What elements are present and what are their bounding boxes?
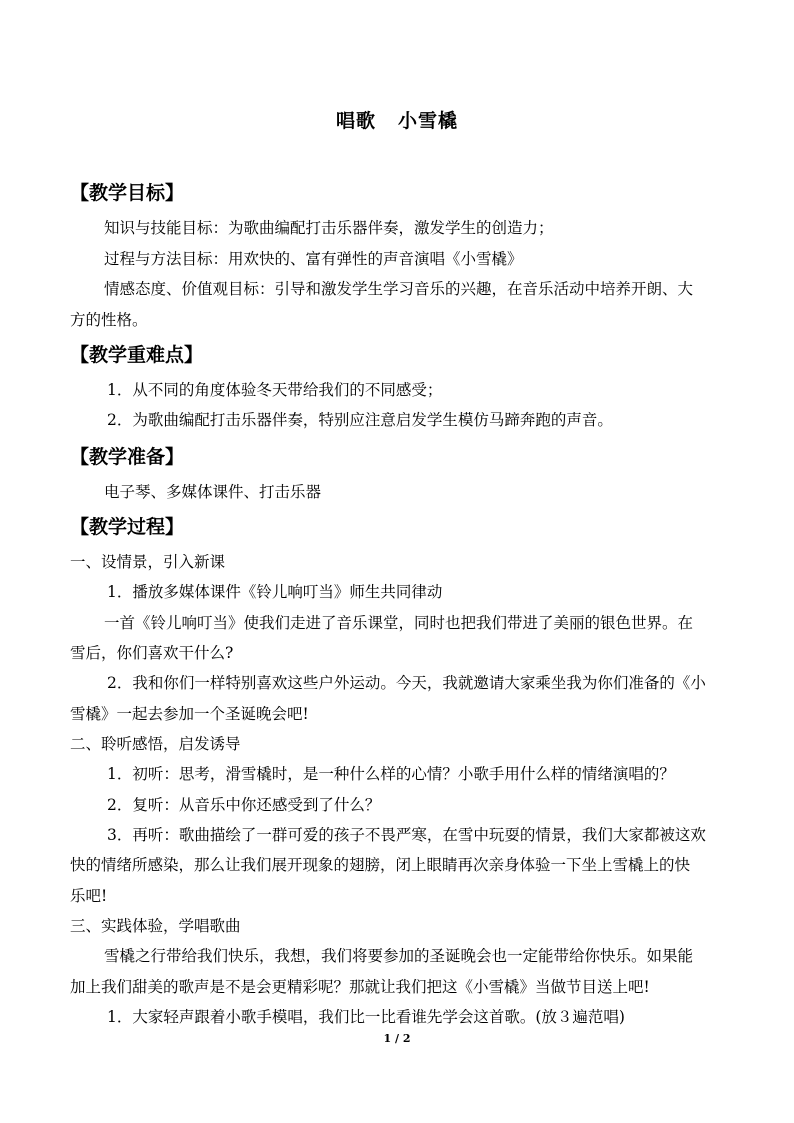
process-line-2: 1．播放多媒体课件《铃儿响叮当》师生共同律动 [107, 583, 443, 601]
process-line-12: 乐吧! [70, 887, 108, 905]
process-line-7: 二、聆听感悟，启发诱导 [70, 735, 241, 753]
objective-line-2: 过程与方法目标：用欢快的、富有弹性的声音演唱《小雪橇》 [104, 250, 523, 268]
key-point-line-2: 2．为歌曲编配打击乐器伴奏，特别应注意启发学生模仿马蹄奔跑的声音。 [107, 411, 613, 429]
process-line-6: 雪橇》一起去参加一个圣诞晚会吧! [70, 705, 309, 723]
process-line-10: 3．再听：歌曲描绘了一群可爱的孩子不畏严寒，在雪中玩耍的情景，我们大家都被这欢 [107, 826, 706, 844]
page-number: 1 / 2 [383, 1032, 411, 1045]
heading-preparation: 【教学准备】 [70, 446, 185, 468]
process-line-3: 一首《铃儿响叮当》使我们走进了音乐课堂，同时也把我们带进了美丽的银色世界。在 [104, 614, 694, 632]
process-line-5: 2．我和你们一样特别喜欢这些户外运动。今天，我就邀请大家乘坐我为你们准备的《小 [107, 674, 706, 692]
objective-line-1: 知识与技能目标：为歌曲编配打击乐器伴奏，激发学生的创造力； [104, 219, 554, 237]
key-point-line-1: 1．从不同的角度体验冬天带给我们的不同感受； [107, 381, 443, 399]
objective-line-4: 方的性格。 [70, 311, 148, 329]
process-line-11: 快的情绪所感染，那么让我们展开现象的翅膀，闭上眼睛再次亲身体验一下坐上雪橇上的快 [70, 856, 691, 874]
heading-key-points: 【教学重难点】 [70, 344, 204, 366]
process-line-8: 1．初听：思考，滑雪橇时，是一种什么样的心情？小歌手用什么样的情绪演唱的？ [107, 765, 675, 783]
objective-line-3: 情感态度、价值观目标：引导和激发学生学习音乐的兴趣，在音乐活动中培养开朗、大 [104, 280, 694, 298]
process-line-9: 2．复听：从音乐中你还感受到了什么？ [107, 796, 381, 814]
heading-process: 【教学过程】 [70, 516, 185, 538]
preparation-line-1: 电子琴、多媒体课件、打击乐器 [104, 483, 322, 501]
process-line-13: 三、实践体验，学唱歌曲 [70, 917, 241, 935]
process-line-15: 加上我们甜美的歌声是不是会更精彩呢？那就让我们把这《小雪橇》当做节目送上吧! [70, 978, 650, 996]
process-line-4: 雪后，你们喜欢干什么? [70, 644, 234, 662]
title-part-2: 小雪橇 [398, 110, 459, 132]
heading-objectives: 【教学目标】 [70, 182, 185, 204]
process-line-1: 一、设情景，引入新课 [70, 553, 226, 571]
document-title [0, 106, 794, 133]
process-line-14: 雪橇之行带给我们快乐，我想，我们将要参加的圣诞晚会也一定能带给你快乐。如果能 [104, 947, 694, 965]
title-part-1: 唱歌 [335, 110, 376, 132]
process-line-16: 1．大家轻声跟着小歌手模唱，我们比一比看谁先学会这首歌。(放３遍范唱) [107, 1008, 625, 1026]
